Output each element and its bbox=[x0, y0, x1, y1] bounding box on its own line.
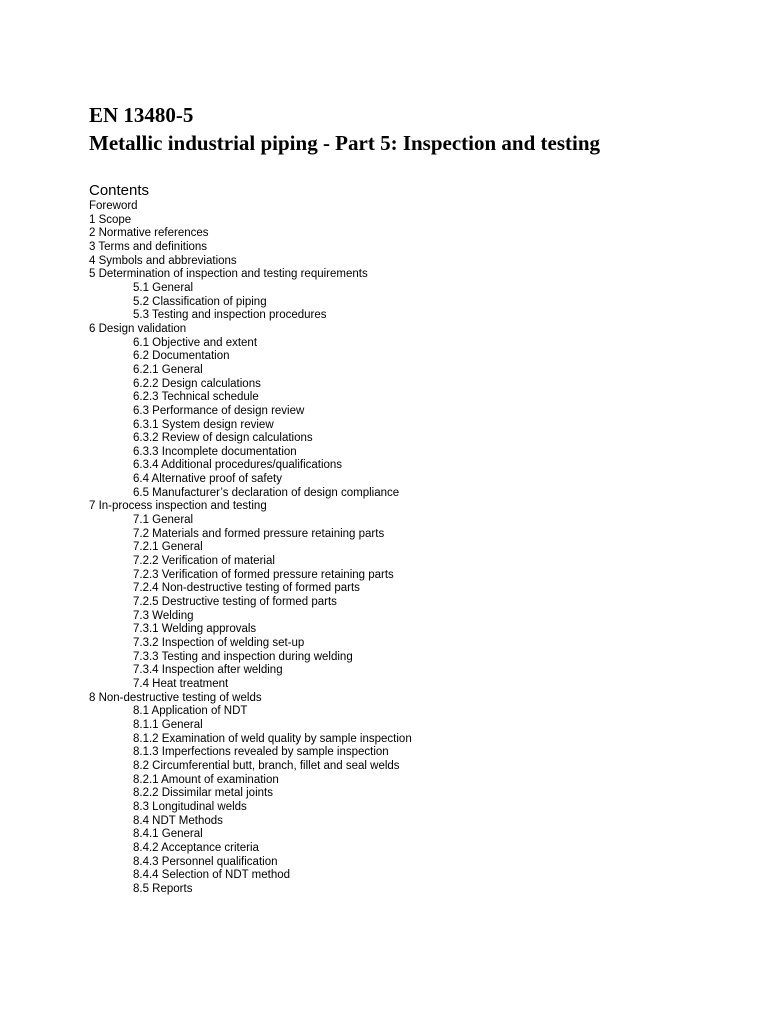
toc-subsection-entry: 8.5 Reports bbox=[133, 882, 193, 895]
toc-subsection-entry: 6.5 Manufacturer’s declaration of design compliance bbox=[133, 486, 400, 499]
toc-subsection-entry: 7.2.3 Verification of formed pressure retaining parts bbox=[133, 568, 394, 581]
toc-subsection-entry: 8.3 Longitudinal welds bbox=[133, 800, 247, 813]
toc-subsection-entry: 7.3 Welding bbox=[133, 609, 194, 622]
toc-subsection-entry: 6.3.2 Review of design calculations bbox=[133, 432, 313, 445]
toc-subsection-entry: 8.1.2 Examination of weld quality by sample inspection bbox=[133, 732, 412, 745]
toc-subsection-entry: 8.1.1 General bbox=[133, 718, 203, 731]
toc-subsection-entry: 6.2.3 Technical schedule bbox=[133, 391, 259, 404]
toc-subsection-entry: 8.2 Circumferential butt, branch, fillet and seal welds bbox=[133, 759, 400, 772]
toc-section-entry: 5 Determination of inspection and testing requirements bbox=[89, 268, 368, 281]
toc-section-entry: 8 Non-destructive testing of welds bbox=[89, 691, 262, 704]
toc-section-entry: 7 In-process inspection and testing bbox=[89, 500, 267, 513]
toc-subsection-entry: 5.1 General bbox=[133, 281, 194, 294]
toc-subsection-entry: 7.4 Heat treatment bbox=[133, 677, 229, 690]
toc-subsection-entry: 7.2.1 General bbox=[133, 541, 203, 554]
toc-subsection-entry: 6.2 Documentation bbox=[133, 350, 230, 363]
toc-subsection-entry: 8.2.1 Amount of examination bbox=[133, 773, 279, 786]
toc-subsection-entry: 6.1 Objective and extent bbox=[133, 336, 258, 349]
toc-subsection-entry: 7.2.4 Non-destructive testing of formed parts bbox=[133, 582, 360, 595]
toc-subsection-entry: 6.4 Alternative proof of safety bbox=[133, 473, 282, 486]
toc-section-entry: 6 Design validation bbox=[89, 322, 187, 335]
toc-subsection-entry: 8.1.3 Imperfections revealed by sample inspection bbox=[133, 746, 389, 759]
standard-number: EN 13480-5 bbox=[89, 103, 194, 127]
toc-subsection-entry: 6.2.2 Design calculations bbox=[133, 377, 261, 390]
toc-subsection-entry: 6.3.3 Incomplete documentation bbox=[133, 445, 297, 458]
toc-subsection-entry: 8.4 NDT Methods bbox=[133, 814, 223, 827]
toc-subsection-entry: 7.2.5 Destructive testing of formed parts bbox=[133, 596, 337, 609]
toc-subsection-entry: 8.4.1 General bbox=[133, 828, 203, 841]
toc-subsection-entry: 7.2.2 Verification of material bbox=[133, 555, 275, 568]
toc-section-entry: 2 Normative references bbox=[89, 227, 209, 240]
toc-subsection-entry: 8.1 Application of NDT bbox=[133, 705, 248, 718]
toc-subsection-entry: 6.3.1 System design review bbox=[133, 418, 274, 431]
toc-subsection-entry: 6.2.1 General bbox=[133, 363, 203, 376]
contents-heading: Contents bbox=[89, 182, 150, 199]
toc-subsection-entry: 8.2.2 Dissimilar metal joints bbox=[133, 787, 273, 800]
toc-subsection-entry: 8.4.2 Acceptance criteria bbox=[133, 841, 259, 854]
toc-section-entry: 1 Scope bbox=[89, 213, 132, 226]
toc-subsection-entry: 7.2 Materials and formed pressure retaining parts bbox=[133, 527, 385, 540]
toc-subsection-entry: 7.1 General bbox=[133, 514, 194, 527]
toc-subsection-entry: 7.3.2 Inspection of welding set-up bbox=[133, 637, 305, 649]
toc-subsection-entry: 8.4.3 Personnel qualification bbox=[133, 855, 278, 868]
toc-subsection-entry: 6.3 Performance of design review bbox=[133, 404, 305, 417]
document-title bbox=[89, 101, 600, 157]
toc-subsection-entry: 5.2 Classification of piping bbox=[133, 295, 267, 308]
standard-title: Metallic industrial piping - Part 5: Inspection and testing bbox=[89, 131, 601, 155]
toc-section-entry: 4 Symbols and abbreviations bbox=[89, 254, 237, 267]
toc-subsection-entry: 5.3 Testing and inspection procedures bbox=[133, 309, 327, 322]
toc-subsection-entry: 6.3.4 Additional procedures/qualifications bbox=[133, 459, 343, 472]
toc-subsection-entry: 8.4.4 Selection of NDT method bbox=[133, 869, 291, 882]
toc-subsection-entry: 7.3.1 Welding approvals bbox=[133, 623, 257, 636]
toc-subsection-entry: 7.3.3 Testing and inspection during welding bbox=[133, 650, 353, 663]
table-of-contents bbox=[89, 200, 412, 896]
toc-section-entry: 3 Terms and definitions bbox=[89, 240, 208, 253]
toc-subsection-entry: 7.3.4 Inspection after welding bbox=[133, 664, 283, 677]
toc-section-entry: Foreword bbox=[89, 200, 138, 212]
